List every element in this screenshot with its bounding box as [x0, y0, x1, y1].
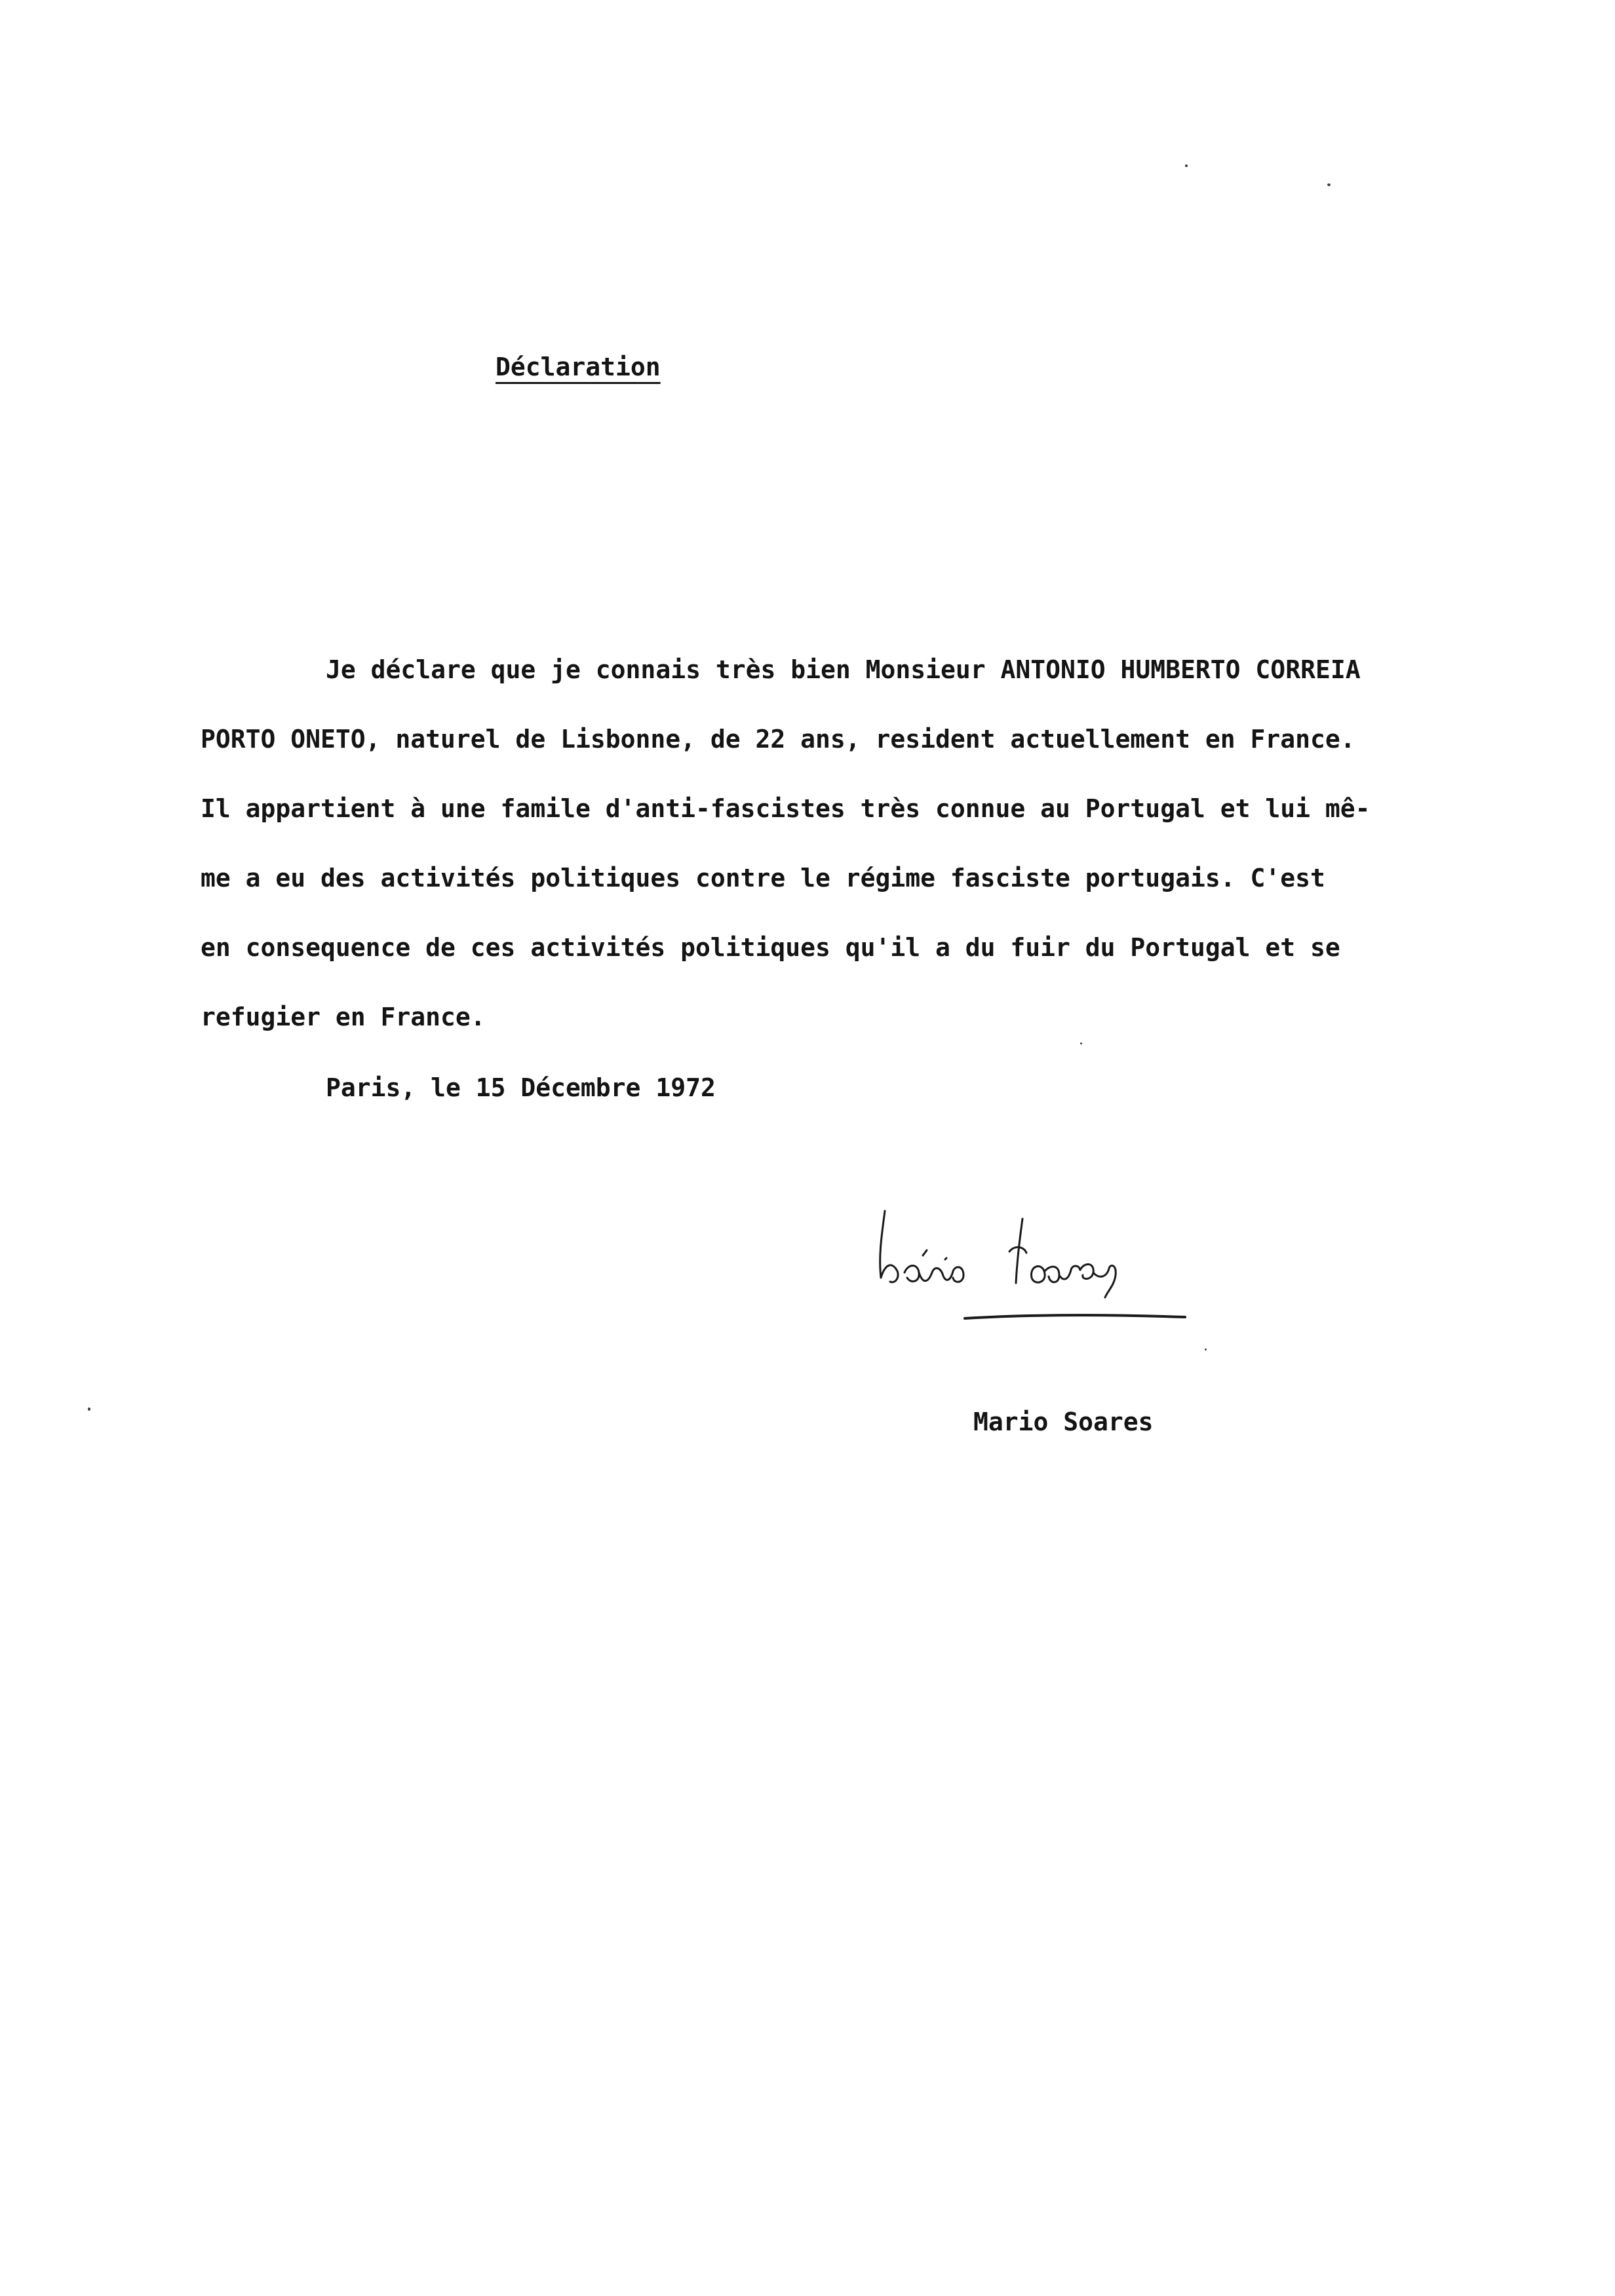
body-line-2: PORTO ONETO, naturel de Lisbonne, de 22 ans, resident actuellement en France.: [201, 725, 1355, 754]
scan-speck: [1185, 164, 1188, 167]
scan-speck: [88, 1407, 90, 1411]
signer-name: Mario Soares: [973, 1407, 1154, 1436]
body-line-3: Il appartient à une famile d'anti-fascistes très connue au Portugal et lui mê-: [201, 794, 1371, 823]
scan-speck: [1080, 1043, 1082, 1044]
body-line-6: refugier en France.: [201, 1003, 486, 1031]
scan-speck: [1327, 183, 1331, 186]
document-title: Déclaration: [496, 353, 661, 381]
body-line-4: me a eu des activités politiques contre le régime fasciste portugais. C'est: [201, 864, 1325, 892]
place-date: Paris, le 15 Décembre 1972: [326, 1073, 716, 1102]
body-line-5: en consequence de ces activités politiques qu'il a du fuir du Portugal et se: [201, 933, 1340, 962]
handwritten-signature: [872, 1199, 1239, 1343]
body-line-1: Je déclare que je connais très bien Monsieur ANTONIO HUMBERTO CORREIA: [326, 655, 1361, 684]
scan-speck: [1205, 1349, 1207, 1350]
